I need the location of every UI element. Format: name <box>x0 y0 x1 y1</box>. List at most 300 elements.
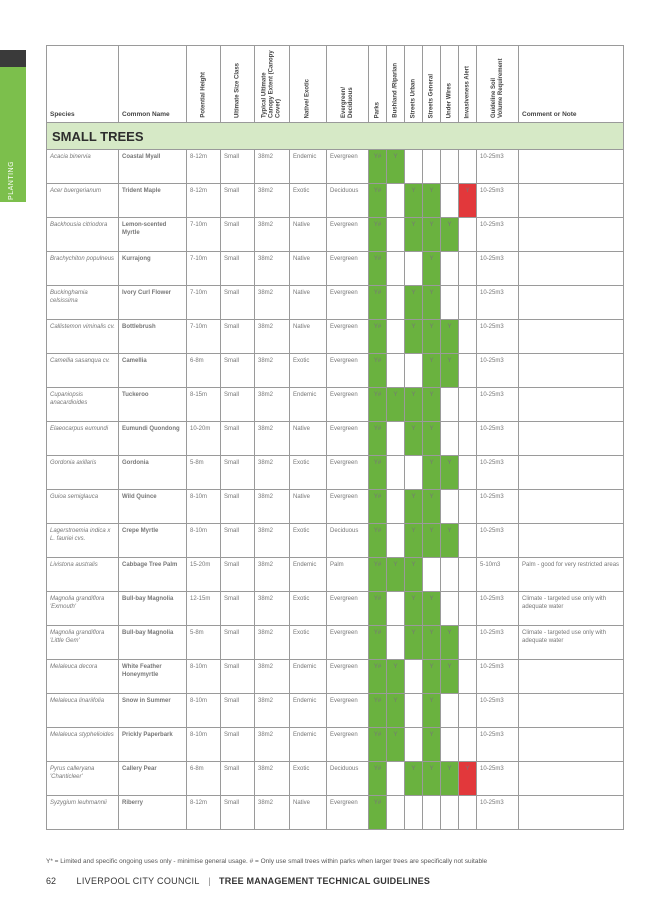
bushland-cell: Y <box>387 388 405 422</box>
height-cell: 8-10m <box>187 728 221 762</box>
streets-urban-cell: Y <box>405 184 423 218</box>
invasiveness-cell: Y <box>459 184 477 218</box>
species-cell: Acer buergerianum <box>47 184 119 218</box>
species-cell: Guioa semiglauca <box>47 490 119 524</box>
invasiveness-cell <box>459 422 477 456</box>
comment-cell <box>519 184 624 218</box>
header-soil-volume: Guideline Soil Volume Requirement <box>477 46 519 123</box>
streets-urban-cell: Y <box>405 320 423 354</box>
soil-volume-cell: 10-25m3 <box>477 456 519 490</box>
comment-cell <box>519 660 624 694</box>
soil-volume-cell: 10-25m3 <box>477 490 519 524</box>
evergreen-cell: Evergreen <box>327 660 369 694</box>
common-name-cell: Bottlebrush <box>119 320 187 354</box>
evergreen-cell: Deciduous <box>327 524 369 558</box>
streets-general-cell: Y <box>423 626 441 660</box>
size-class-cell: Small <box>221 728 255 762</box>
invasiveness-cell <box>459 320 477 354</box>
streets-urban-cell: Y <box>405 218 423 252</box>
parks-cell: Y# <box>369 184 387 218</box>
table-row <box>47 626 624 660</box>
sidebar-dark-block <box>0 50 26 67</box>
parks-cell: Y# <box>369 796 387 830</box>
species-cell: Gordonia axillaris <box>47 456 119 490</box>
comment-cell <box>519 524 624 558</box>
native-exotic-cell: Endemic <box>290 150 327 184</box>
evergreen-cell: Evergreen <box>327 388 369 422</box>
streets-general-cell: Y <box>423 286 441 320</box>
table-row <box>47 184 624 218</box>
native-exotic-cell: Endemic <box>290 388 327 422</box>
soil-volume-cell: 10-25m3 <box>477 184 519 218</box>
height-cell: 8-12m <box>187 796 221 830</box>
invasiveness-cell <box>459 388 477 422</box>
species-cell: Melaleuca decora <box>47 660 119 694</box>
height-cell: 8-10m <box>187 524 221 558</box>
streets-urban-cell <box>405 796 423 830</box>
soil-volume-cell: 10-25m3 <box>477 660 519 694</box>
table-row <box>47 592 624 626</box>
table-row <box>47 558 624 592</box>
parks-cell: Y# <box>369 490 387 524</box>
tree-species-table <box>46 45 624 830</box>
page-footer <box>46 876 430 886</box>
soil-volume-cell: 10-25m3 <box>477 524 519 558</box>
canopy-cell: 38m2 <box>255 252 290 286</box>
native-exotic-cell: Native <box>290 286 327 320</box>
native-exotic-cell: Endemic <box>290 660 327 694</box>
height-cell: 12-15m <box>187 592 221 626</box>
common-name-cell: Ivory Curl Flower <box>119 286 187 320</box>
table-row <box>47 728 624 762</box>
species-cell: Backhousia citriodora <box>47 218 119 252</box>
streets-general-cell: Y <box>423 524 441 558</box>
size-class-cell: Small <box>221 422 255 456</box>
common-name-cell: Kurrajong <box>119 252 187 286</box>
size-class-cell: Small <box>221 320 255 354</box>
parks-cell: Y# <box>369 286 387 320</box>
comment-cell <box>519 728 624 762</box>
height-cell: 7-10m <box>187 320 221 354</box>
bushland-cell <box>387 592 405 626</box>
species-cell: Cupaniopsis anacardioides <box>47 388 119 422</box>
size-class-cell: Small <box>221 252 255 286</box>
streets-general-cell: Y <box>423 354 441 388</box>
native-exotic-cell: Endemic <box>290 558 327 592</box>
table-row <box>47 490 624 524</box>
under-wires-cell: Y <box>441 762 459 796</box>
soil-volume-cell: 10-25m3 <box>477 728 519 762</box>
common-name-cell: Callery Pear <box>119 762 187 796</box>
common-name-cell: Lemon-scented Myrtle <box>119 218 187 252</box>
height-cell: 6-8m <box>187 762 221 796</box>
evergreen-cell: Evergreen <box>327 796 369 830</box>
native-exotic-cell: Exotic <box>290 592 327 626</box>
under-wires-cell <box>441 728 459 762</box>
comment-cell <box>519 694 624 728</box>
native-exotic-cell: Exotic <box>290 626 327 660</box>
invasiveness-cell <box>459 796 477 830</box>
species-cell: Acacia binervia <box>47 150 119 184</box>
size-class-cell: Small <box>221 286 255 320</box>
bushland-cell <box>387 354 405 388</box>
soil-volume-cell: 10-25m3 <box>477 762 519 796</box>
header-common-name: Common Name <box>119 46 187 123</box>
evergreen-cell: Evergreen <box>327 728 369 762</box>
native-exotic-cell: Exotic <box>290 524 327 558</box>
native-exotic-cell: Native <box>290 796 327 830</box>
comment-cell <box>519 388 624 422</box>
canopy-cell: 38m2 <box>255 728 290 762</box>
section-row <box>47 123 624 150</box>
native-exotic-cell: Native <box>290 252 327 286</box>
comment-cell: Palm - good for very restricted areas <box>519 558 624 592</box>
under-wires-cell: Y <box>441 456 459 490</box>
soil-volume-cell: 10-25m3 <box>477 150 519 184</box>
table-row <box>47 252 624 286</box>
streets-urban-cell <box>405 150 423 184</box>
streets-general-cell: Y <box>423 762 441 796</box>
comment-cell <box>519 218 624 252</box>
common-name-cell: Crepe Myrtle <box>119 524 187 558</box>
canopy-cell: 38m2 <box>255 422 290 456</box>
native-exotic-cell: Native <box>290 320 327 354</box>
bushland-cell <box>387 252 405 286</box>
streets-general-cell: Y <box>423 456 441 490</box>
soil-volume-cell: 5-10m3 <box>477 558 519 592</box>
streets-urban-cell: Y <box>405 388 423 422</box>
table-row <box>47 456 624 490</box>
common-name-cell: White Feather Honeymyrtle <box>119 660 187 694</box>
size-class-cell: Small <box>221 762 255 796</box>
invasiveness-cell <box>459 490 477 524</box>
native-exotic-cell: Exotic <box>290 184 327 218</box>
size-class-cell: Small <box>221 184 255 218</box>
size-class-cell: Small <box>221 558 255 592</box>
streets-general-cell: Y <box>423 694 441 728</box>
species-cell: Elaeocarpus eumundi <box>47 422 119 456</box>
invasiveness-cell <box>459 150 477 184</box>
invasiveness-cell <box>459 660 477 694</box>
evergreen-cell: Evergreen <box>327 490 369 524</box>
header-under-wires: Under Wires <box>441 46 459 123</box>
sidebar-label: TREE PLANTING <box>8 160 15 224</box>
species-cell: Melaleuca styphelioides <box>47 728 119 762</box>
evergreen-cell: Evergreen <box>327 456 369 490</box>
parks-cell: Y# <box>369 422 387 456</box>
streets-general-cell: Y <box>423 218 441 252</box>
evergreen-cell: Evergreen <box>327 218 369 252</box>
streets-general-cell <box>423 150 441 184</box>
height-cell: 7-10m <box>187 286 221 320</box>
native-exotic-cell: Exotic <box>290 456 327 490</box>
bushland-cell <box>387 422 405 456</box>
section-title: SMALL TREES <box>47 123 624 150</box>
canopy-cell: 38m2 <box>255 592 290 626</box>
invasiveness-cell <box>459 626 477 660</box>
table-row <box>47 388 624 422</box>
under-wires-cell: Y <box>441 524 459 558</box>
header-size-class: Ultimate Size Class <box>221 46 255 123</box>
header-evergreen-deciduous: Evergreen/ Deciduous <box>327 46 369 123</box>
streets-general-cell: Y <box>423 490 441 524</box>
species-cell: Lagerstroemia indica x L. fauriei cvs. <box>47 524 119 558</box>
common-name-cell: Snow in Summer <box>119 694 187 728</box>
comment-cell <box>519 762 624 796</box>
under-wires-cell <box>441 796 459 830</box>
streets-general-cell: Y <box>423 592 441 626</box>
under-wires-cell <box>441 184 459 218</box>
canopy-cell: 38m2 <box>255 762 290 796</box>
height-cell: 10-20m <box>187 422 221 456</box>
invasiveness-cell <box>459 728 477 762</box>
bushland-cell: Y <box>387 558 405 592</box>
streets-general-cell <box>423 558 441 592</box>
soil-volume-cell: 10-25m3 <box>477 252 519 286</box>
soil-volume-cell: 10-25m3 <box>477 626 519 660</box>
invasiveness-cell <box>459 286 477 320</box>
soil-volume-cell: 10-25m3 <box>477 422 519 456</box>
evergreen-cell: Palm <box>327 558 369 592</box>
canopy-cell: 38m2 <box>255 184 290 218</box>
species-cell: Buckinghamia celsissima <box>47 286 119 320</box>
soil-volume-cell: 10-25m3 <box>477 796 519 830</box>
parks-cell: Y# <box>369 252 387 286</box>
height-cell: 5-8m <box>187 456 221 490</box>
evergreen-cell: Evergreen <box>327 626 369 660</box>
header-parks: Parks <box>369 46 387 123</box>
bushland-cell <box>387 456 405 490</box>
under-wires-cell <box>441 388 459 422</box>
evergreen-cell: Deciduous <box>327 184 369 218</box>
streets-general-cell: Y <box>423 388 441 422</box>
streets-urban-cell: Y <box>405 490 423 524</box>
streets-urban-cell: Y <box>405 592 423 626</box>
native-exotic-cell: Exotic <box>290 762 327 796</box>
canopy-cell: 38m2 <box>255 388 290 422</box>
table-row <box>47 320 624 354</box>
parks-cell: Y# <box>369 694 387 728</box>
streets-general-cell: Y <box>423 320 441 354</box>
species-cell: Callistemon viminalis cv. <box>47 320 119 354</box>
invasiveness-cell <box>459 218 477 252</box>
species-cell: Brachychiton populneus <box>47 252 119 286</box>
under-wires-cell <box>441 592 459 626</box>
parks-cell: Y# <box>369 150 387 184</box>
table-row <box>47 762 624 796</box>
evergreen-cell: Evergreen <box>327 592 369 626</box>
height-cell: 8-12m <box>187 150 221 184</box>
streets-urban-cell: Y <box>405 762 423 796</box>
under-wires-cell: Y <box>441 626 459 660</box>
table-row <box>47 694 624 728</box>
under-wires-cell <box>441 490 459 524</box>
streets-urban-cell: Y <box>405 626 423 660</box>
comment-cell <box>519 490 624 524</box>
invasiveness-cell <box>459 456 477 490</box>
parks-cell: Y# <box>369 728 387 762</box>
size-class-cell: Small <box>221 388 255 422</box>
parks-cell: Y# <box>369 388 387 422</box>
common-name-cell: Eumundi Quondong <box>119 422 187 456</box>
footer-separator: | <box>208 876 211 886</box>
invasiveness-cell <box>459 558 477 592</box>
streets-general-cell: Y <box>423 184 441 218</box>
height-cell: 15-20m <box>187 558 221 592</box>
under-wires-cell: Y <box>441 660 459 694</box>
parks-cell: Y# <box>369 660 387 694</box>
comment-cell <box>519 422 624 456</box>
species-cell: Syzygium leuhmannii <box>47 796 119 830</box>
size-class-cell: Small <box>221 456 255 490</box>
soil-volume-cell: 10-25m3 <box>477 694 519 728</box>
bushland-cell <box>387 796 405 830</box>
height-cell: 8-10m <box>187 490 221 524</box>
table-row <box>47 354 624 388</box>
streets-urban-cell: Y <box>405 558 423 592</box>
height-cell: 7-10m <box>187 218 221 252</box>
evergreen-cell: Evergreen <box>327 422 369 456</box>
canopy-cell: 38m2 <box>255 558 290 592</box>
species-cell: Melaleuca linariifolia <box>47 694 119 728</box>
canopy-cell: 38m2 <box>255 626 290 660</box>
soil-volume-cell: 10-25m3 <box>477 320 519 354</box>
parks-cell: Y# <box>369 762 387 796</box>
streets-general-cell: Y <box>423 252 441 286</box>
under-wires-cell: Y <box>441 218 459 252</box>
native-exotic-cell: Endemic <box>290 728 327 762</box>
soil-volume-cell: 10-25m3 <box>477 388 519 422</box>
table-row <box>47 218 624 252</box>
canopy-cell: 38m2 <box>255 660 290 694</box>
height-cell: 8-10m <box>187 694 221 728</box>
common-name-cell: Coastal Myall <box>119 150 187 184</box>
table-row <box>47 796 624 830</box>
bushland-cell <box>387 184 405 218</box>
under-wires-cell <box>441 252 459 286</box>
evergreen-cell: Evergreen <box>327 286 369 320</box>
soil-volume-cell: 10-25m3 <box>477 286 519 320</box>
header-potential-height: Potential Height <box>187 46 221 123</box>
header-streets-urban: Streets Urban <box>405 46 423 123</box>
sidebar-tab <box>0 67 26 224</box>
under-wires-cell <box>441 422 459 456</box>
comment-cell <box>519 252 624 286</box>
bushland-cell <box>387 320 405 354</box>
height-cell: 8-10m <box>187 660 221 694</box>
streets-urban-cell <box>405 694 423 728</box>
common-name-cell: Prickly Paperbark <box>119 728 187 762</box>
bushland-cell <box>387 286 405 320</box>
common-name-cell: Bull-bay Magnolia <box>119 592 187 626</box>
page-number: 62 <box>46 876 57 886</box>
invasiveness-cell <box>459 252 477 286</box>
soil-volume-cell: 10-25m3 <box>477 354 519 388</box>
table-header-row <box>47 46 624 123</box>
table-row <box>47 524 624 558</box>
size-class-cell: Small <box>221 218 255 252</box>
native-exotic-cell: Endemic <box>290 694 327 728</box>
size-class-cell: Small <box>221 796 255 830</box>
evergreen-cell: Deciduous <box>327 762 369 796</box>
species-cell: Camellia sasanqua cv. <box>47 354 119 388</box>
bushland-cell <box>387 218 405 252</box>
header-canopy-extent: Typical Ultimate Canopy Extent (Canopy Cover) <box>255 46 290 123</box>
parks-cell: Y# <box>369 456 387 490</box>
council-name: LIVERPOOL CITY COUNCIL <box>76 876 200 886</box>
invasiveness-cell <box>459 524 477 558</box>
header-streets-general: Streets General <box>423 46 441 123</box>
comment-cell <box>519 354 624 388</box>
size-class-cell: Small <box>221 150 255 184</box>
canopy-cell: 38m2 <box>255 150 290 184</box>
streets-urban-cell <box>405 354 423 388</box>
parks-cell: Y# <box>369 524 387 558</box>
native-exotic-cell: Native <box>290 218 327 252</box>
evergreen-cell: Evergreen <box>327 252 369 286</box>
parks-cell: Y# <box>369 592 387 626</box>
streets-urban-cell <box>405 660 423 694</box>
species-cell: Magnolia grandiflora 'Little Gem' <box>47 626 119 660</box>
canopy-cell: 38m2 <box>255 286 290 320</box>
streets-urban-cell: Y <box>405 524 423 558</box>
streets-urban-cell: Y <box>405 422 423 456</box>
under-wires-cell: Y <box>441 354 459 388</box>
size-class-cell: Small <box>221 694 255 728</box>
common-name-cell: Bull-bay Magnolia <box>119 626 187 660</box>
common-name-cell: Tuckeroo <box>119 388 187 422</box>
table-row <box>47 286 624 320</box>
species-cell: Magnolia grandiflora 'Exmouth' <box>47 592 119 626</box>
soil-volume-cell: 10-25m3 <box>477 218 519 252</box>
comment-cell <box>519 320 624 354</box>
invasiveness-cell: Y <box>459 762 477 796</box>
streets-urban-cell <box>405 252 423 286</box>
streets-general-cell: Y <box>423 728 441 762</box>
native-exotic-cell: Native <box>290 422 327 456</box>
size-class-cell: Small <box>221 490 255 524</box>
height-cell: 8-15m <box>187 388 221 422</box>
size-class-cell: Small <box>221 354 255 388</box>
under-wires-cell <box>441 150 459 184</box>
canopy-cell: 38m2 <box>255 490 290 524</box>
height-cell: 6-8m <box>187 354 221 388</box>
canopy-cell: 38m2 <box>255 456 290 490</box>
header-comment: Comment or Note <box>519 46 624 123</box>
under-wires-cell <box>441 694 459 728</box>
common-name-cell: Camellia <box>119 354 187 388</box>
evergreen-cell: Evergreen <box>327 150 369 184</box>
height-cell: 8-12m <box>187 184 221 218</box>
bushland-cell <box>387 762 405 796</box>
bushland-cell: Y <box>387 728 405 762</box>
common-name-cell: Riberry <box>119 796 187 830</box>
size-class-cell: Small <box>221 626 255 660</box>
bushland-cell <box>387 490 405 524</box>
bushland-cell: Y <box>387 660 405 694</box>
streets-urban-cell: Y <box>405 286 423 320</box>
parks-cell: Y# <box>369 354 387 388</box>
soil-volume-cell: 10-25m3 <box>477 592 519 626</box>
footnote: Y* = Limited and specific ongoing uses only - minimise general usage. # = Only use small trees within parks when larger trees are specifically not suitable <box>46 858 488 865</box>
native-exotic-cell: Native <box>290 490 327 524</box>
invasiveness-cell <box>459 354 477 388</box>
bushland-cell <box>387 524 405 558</box>
invasiveness-cell <box>459 592 477 626</box>
canopy-cell: 38m2 <box>255 524 290 558</box>
native-exotic-cell: Exotic <box>290 354 327 388</box>
bushland-cell: Y <box>387 694 405 728</box>
